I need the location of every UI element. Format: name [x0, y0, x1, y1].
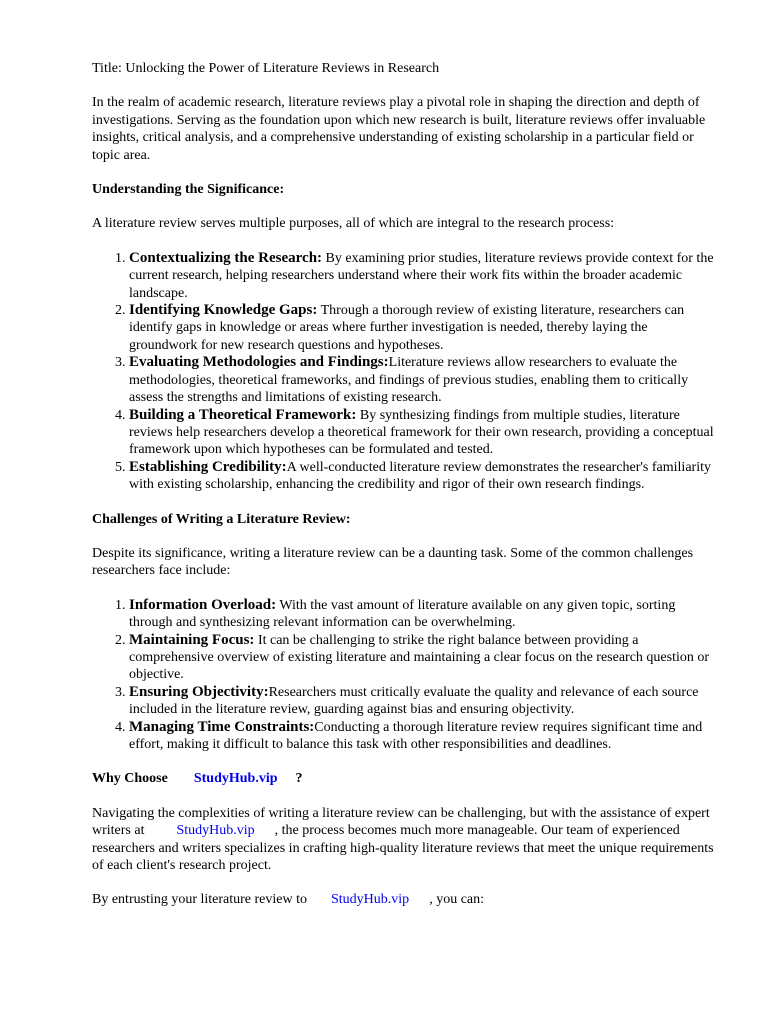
list-item-text: By synthesizing findings from multiple studies, literature reviews help researchers develop a theoretical framework for their own research, providing a conceptual framework upon which hypotheses can be formulated and tested. [129, 407, 714, 458]
list-item-text: Conducting a thorough literature review requires significant time and effort, making it difficult to balance this task with other responsibilities and deadlines. [129, 719, 703, 752]
list-item-text: Researchers must critically evaluate the quality and relevance of each source included in the literature review, guarding against bias and ensuring objectivity. [129, 684, 699, 718]
list-item-term: Establishing Credibility: [129, 458, 287, 475]
list-item [129, 407, 718, 459]
significance-heading: Understanding the Significance: [92, 182, 285, 198]
list-item-term: Evaluating Methodologies and Findings: [129, 354, 389, 371]
challenges-lead: Despite its significance, writing a literature review can be a daunting task. Some of the common challenges researchers face include: [92, 545, 694, 579]
intro-paragraph: In the realm of academic research, literature reviews play a pivotal role in shaping the direction and depth of investigations. Serving as the foundation upon which new research is built, literature reviews offer invaluable insights, critical analysis, and a comprehensive understanding of existing scholarship in a particular field or topic area. [92, 95, 706, 163]
entrusting-text-after: , you can: [429, 892, 485, 908]
list-item-term: Contextualizing the Research: [129, 249, 323, 266]
list-item [129, 719, 718, 754]
list-item [129, 684, 718, 719]
list-item-term: Building a Theoretical Framework: [129, 406, 357, 423]
list-item-term: Maintaining Focus: [129, 631, 255, 648]
list-item [129, 459, 718, 494]
list-item-term: Ensuring Objectivity: [129, 683, 269, 700]
list-item-text: By examining prior studies, literature reviews provide context for the current research, helping researchers understand where their work fits within the broader academic landscape. [129, 250, 714, 301]
navigating-text-before: Navigating the complexities of writing a literature review can be challenging, but with the assistance of expert writers at [92, 805, 710, 839]
list-item-text: Literature reviews allow researchers to evaluate the methodologies, theoretical frameworks, and findings of previous studies, enabling them to critically assess the strengths and limitations of existing research. [129, 355, 689, 406]
list-item-text: With the vast amount of literature available on any given topic, sorting through and synthesizing relevant information can be overwhelming. [129, 597, 676, 631]
significance-lead: A literature review serves multiple purposes, all of which are integral to the research process: [92, 216, 615, 232]
why-choose-suffix: ? [295, 771, 303, 787]
list-item-term: Identifying Knowledge Gaps: [129, 302, 318, 319]
entrusting-paragraph [92, 891, 718, 908]
list-item-text: Through a thorough review of existing literature, researchers can identify gaps in knowledge or areas where further investigation is needed, thereby laying the groundwork for new research questions and hypotheses. [129, 303, 685, 353]
entrusting-text-before: By entrusting your literature review to [92, 892, 307, 908]
challenges-heading: Challenges of Writing a Literature Review: [92, 511, 351, 527]
document-title: Title: Unlocking the Power of Literature Reviews in Research [92, 61, 440, 76]
studyhub-link[interactable]: StudyHub.vip [193, 771, 278, 787]
list-item [129, 302, 718, 354]
challenges-list [92, 597, 718, 754]
list-item [129, 250, 718, 302]
list-item-text: A well-conducted literature review demonstrates the researcher's familiarity with existing scholarship, enhancing the credibility and rigor of their own research findings. [129, 459, 711, 493]
list-item [129, 354, 718, 406]
navigating-text-after: , the process becomes much more manageable. Our team of experienced researchers and writers specializes in crafting high-quality literature reviews that meet the unique requirements of each client's research project. [92, 823, 714, 874]
list-item-term: Information Overload: [129, 596, 277, 613]
list-item-term: Managing Time Constraints: [129, 718, 315, 735]
why-choose-heading [92, 770, 718, 787]
significance-list [92, 250, 718, 494]
list-item-text: It can be challenging to strike the right balance between providing a comprehensive overview of existing literature and maintaining a clear focus on the research question or objective. [129, 632, 710, 683]
studyhub-link[interactable]: StudyHub.vip [331, 892, 410, 908]
list-item [129, 597, 718, 632]
why-choose-prefix: Why Choose [92, 771, 168, 787]
studyhub-link[interactable]: StudyHub.vip [176, 823, 255, 839]
list-item [129, 632, 718, 684]
navigating-paragraph [92, 805, 718, 875]
